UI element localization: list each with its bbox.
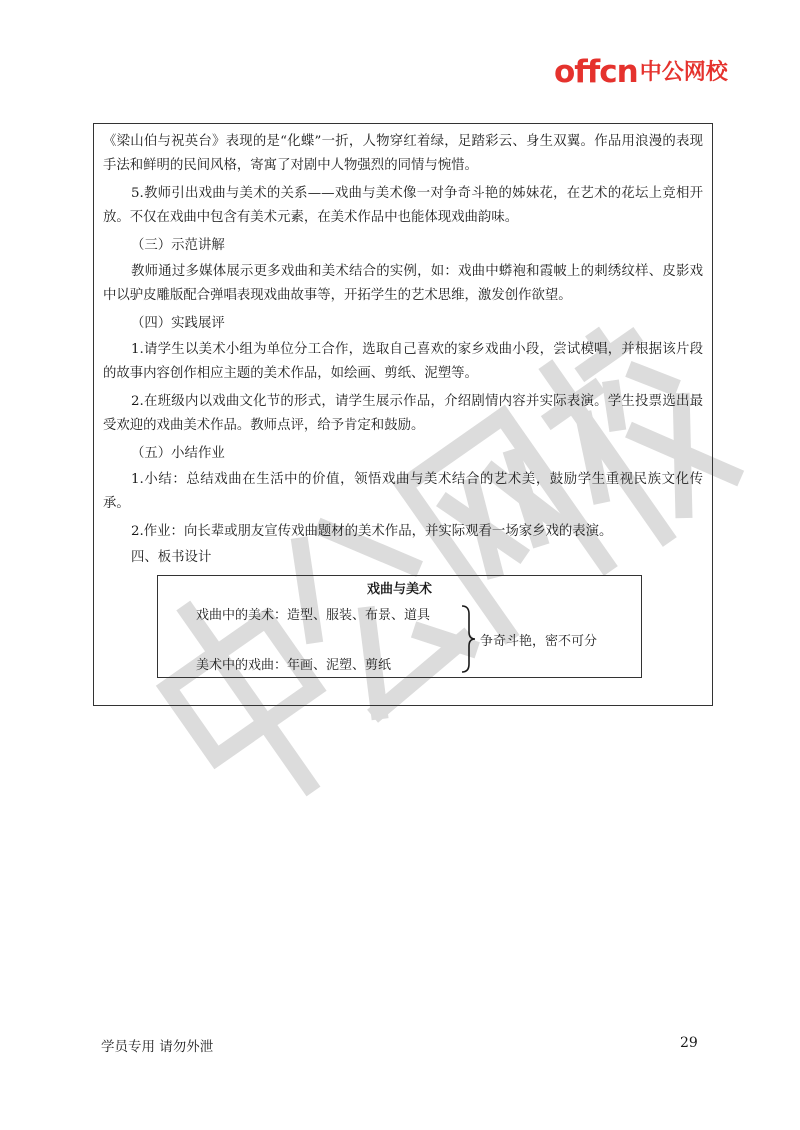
heading-board-design: 四、板书设计 (131, 550, 212, 565)
paragraph-homework: 2.作业：向长辈或朋友宣传戏曲题材的美术作品，并实际观看一场家乡戏的表演。 (131, 524, 613, 539)
heading-practice: （四）实践展评 (131, 316, 225, 331)
heading-summary: （五）小结作业 (131, 446, 225, 461)
board-title: 戏曲与美术 (366, 582, 432, 597)
paragraph-practice-1: 1.请学生以美术小组为单位分工合作，选取自己喜欢的家乡戏曲小段，尝试模唱，并根据该片段的故事内容创作相应主题的美术作品，如绘画、剪纸、泥塑等。 (103, 342, 703, 381)
page-number: 29 (680, 1035, 698, 1051)
logo-text-cn: 中公网校 (639, 60, 728, 85)
logo-text-en: offcn (554, 54, 638, 90)
paragraph-butterfly: 《梁山伯与祝英台》表现的是“化蝶”一折，人物穿红着绿，足踏彩云、身生双翼。作品用浪漫的表现手法和鲜明的民间风格，寄寓了对剧中人物强烈的同情与惋惜。 (103, 134, 703, 173)
right-brace-icon (460, 604, 476, 674)
brand-logo (554, 54, 728, 88)
heading-demonstration: （三）示范讲解 (131, 238, 225, 253)
footer-notice: 学员专用 请勿外泄 (101, 1039, 214, 1055)
board-line-art-opera: 美术中的戏曲：年画、泥塑、剪纸 (196, 658, 392, 673)
paragraph-practice-2: 2.在班级内以戏曲文化节的形式，请学生展示作品，介绍剧情内容并实际表演。学生投票选出最受欢迎的戏曲美术作品。教师点评，给予肯定和鼓励。 (103, 394, 703, 433)
board-line-opera-art: 戏曲中的美术：造型、服装、布景、道具 (196, 608, 431, 623)
board-conclusion: 争奇斗艳，密不可分 (480, 634, 598, 649)
paragraph-summary: 1.小结：总结戏曲在生活中的价值，领悟戏曲与美术结合的艺术美，鼓励学生重视民族文化传承。 (103, 472, 703, 511)
paragraph-demonstration: 教师通过多媒体展示更多戏曲和美术结合的实例，如：戏曲中蟒袍和霞帔上的刺绣纹样、皮影戏中以驴皮雕版配合弹唱表现戏曲故事等，开拓学生的艺术思维，激发创作欲望。 (103, 264, 703, 303)
paragraph-relationship: 5.教师引出戏曲与美术的关系——戏曲与美术像一对争奇斗艳的姊妹花，在艺术的花坛上竞相开放。不仅在戏曲中包含有美术元素，在美术作品中也能体现戏曲韵味。 (103, 186, 703, 225)
board-design-box (157, 575, 642, 678)
